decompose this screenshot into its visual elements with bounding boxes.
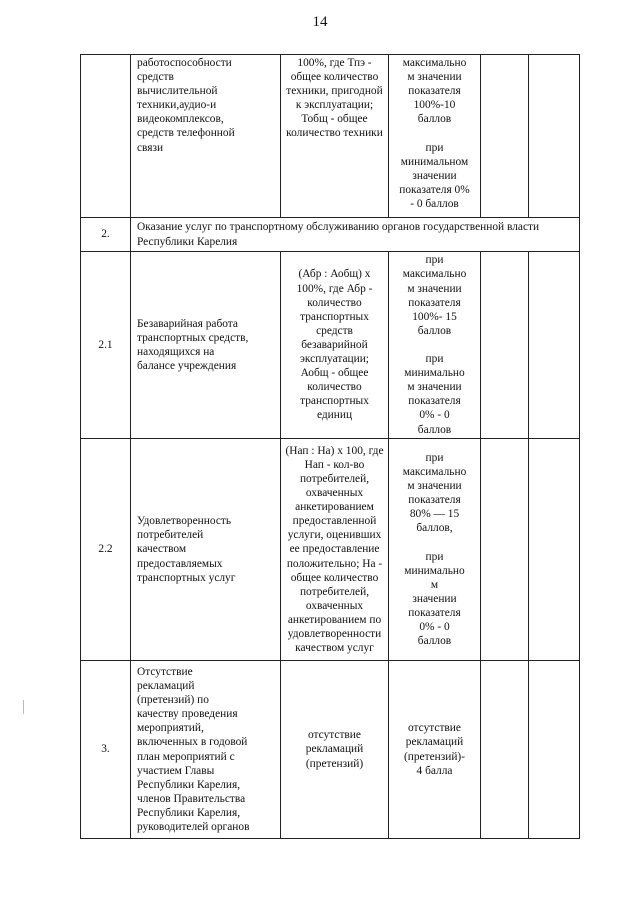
scan-mark <box>23 700 24 714</box>
formula-cell: (Абр : Аобщ) х 100%, где Абр - количество транспортных средств безаварийной эксплуатации; Аобщ - общее количество транспортных единиц <box>281 252 389 439</box>
empty-cell <box>529 55 580 218</box>
empty-cell <box>481 55 529 218</box>
table-row-continued <box>81 55 580 218</box>
section-title-cell: Оказание услуг по транспортному обслуживанию органов государственной власти Республики Карелия <box>131 218 580 252</box>
row-number-cell: 2.2 <box>81 439 131 661</box>
score-cell: максимально м значении показателя 100%-10 баллов при минимальном значении показателя 0% - 0 баллов <box>389 55 481 218</box>
table-row-3 <box>81 661 580 839</box>
formula-cell: отсутствие рекламаций (претензий) <box>281 661 389 839</box>
table-row-2-2 <box>81 439 580 661</box>
empty-cell <box>481 439 529 661</box>
table-row-section-2 <box>81 218 580 252</box>
table-row-2-1 <box>81 252 580 439</box>
formula-cell: 100%, где Тпэ - общее количество техники, пригодной к эксплуатации; Тобщ - общее количество техники <box>281 55 389 218</box>
section-number-cell: 2. <box>81 218 131 252</box>
indicator-name-cell: работоспособности средств вычислительной техники,аудио-и видеокомплексов, средств телефонной связи <box>131 55 281 218</box>
formula-cell: (Нап : На) х 100, где Нап - кол-во потребителей, охваченных анкетированием предоставленной услуги, оценивших ее предоставление положительно; На - общее количество потребителей, охваченных анкетированием по удовлетворенности качеством услуг <box>281 439 389 661</box>
indicator-name-cell: Отсутствие рекламаций (претензий) по качеству проведения мероприятий, включенных в годовой план мероприятий с участием Главы Республики Карелия, членов Правительства Республики Карелия, руководителей органов <box>131 661 281 839</box>
indicator-name-cell: Безаварийная работа транспортных средств, находящихся на балансе учреждения <box>131 252 281 439</box>
empty-cell <box>529 252 580 439</box>
empty-cell <box>529 439 580 661</box>
criteria-table <box>80 54 580 839</box>
score-cell: при максимально м значении показателя 100%- 15 баллов при минимально м значении показателя 0% - 0 баллов <box>389 252 481 439</box>
empty-cell <box>529 661 580 839</box>
row-number-cell <box>81 55 131 218</box>
page-number: 14 <box>312 14 328 30</box>
empty-cell <box>481 252 529 439</box>
empty-cell <box>481 661 529 839</box>
row-number-cell: 3. <box>81 661 131 839</box>
score-cell: при максимально м значении показателя 80% — 15 баллов, при минимально м значении показателя 0% - 0 баллов <box>389 439 481 661</box>
score-cell: отсутствие рекламаций (претензий)- 4 балла <box>389 661 481 839</box>
indicator-name-cell: Удовлетворенность потребителей качеством предоставляемых транспортных услуг <box>131 439 281 661</box>
row-number-cell: 2.1 <box>81 252 131 439</box>
